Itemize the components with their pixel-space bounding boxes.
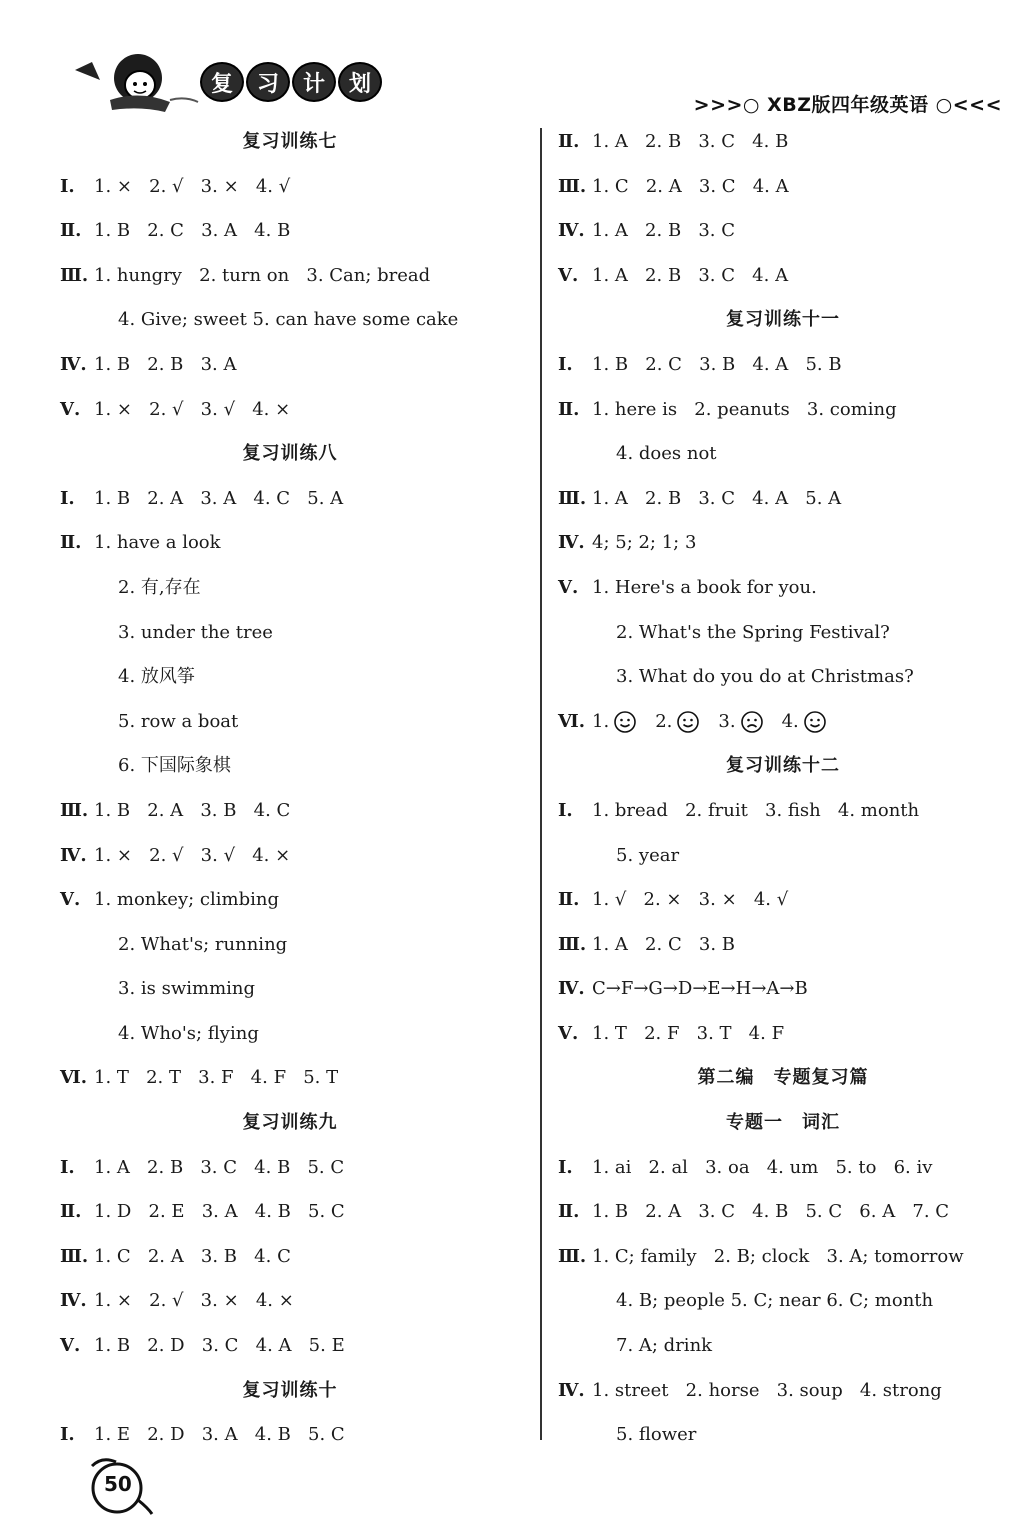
- answer-text: 1. C 2. A 3. C 4. A: [592, 175, 789, 197]
- question-number: Ⅲ.: [60, 1245, 89, 1267]
- face-label: 1.: [592, 710, 610, 732]
- answer-line: [558, 343, 1008, 388]
- answer-line: 3. under the tree: [118, 621, 273, 643]
- section-heading: 专题一 词汇: [726, 1112, 840, 1134]
- answer-line: [60, 1190, 520, 1235]
- answer-text: 1. ai 2. al 3. oa 4. um 5. to 6. iv: [592, 1156, 933, 1178]
- answer-text: 1. A 2. B 3. C 4. A: [592, 264, 789, 286]
- girl-mascot-icon: [70, 40, 200, 115]
- answer-text: C→F→G→D→E→H→A→B: [592, 978, 808, 1000]
- question-number: Ⅲ.: [558, 487, 587, 509]
- answer-line: [558, 566, 1008, 611]
- answer-line: [558, 254, 1008, 299]
- answer-text: 1. E 2. D 3. A 4. B 5. C: [94, 1424, 345, 1446]
- question-number: Ⅳ.: [558, 532, 585, 554]
- answer-line: [558, 521, 1008, 566]
- answer-line: [558, 878, 1008, 923]
- answer-line: 7. A; drink: [616, 1335, 713, 1357]
- answer-text: 1. B 2. A 3. A 4. C 5. A: [94, 487, 344, 509]
- answer-line: 6. 下国际象棋: [118, 755, 231, 777]
- answer-line: [558, 1012, 1008, 1057]
- answer-line: 5. flower: [616, 1424, 697, 1446]
- answer-text: 1. B 2. A 3. B 4. C: [94, 799, 291, 821]
- section-heading: 复习训练十一: [726, 309, 840, 331]
- answer-text: 1. bread 2. fruit 3. fish 4. month: [592, 799, 920, 821]
- question-number: Ⅳ.: [558, 978, 585, 1000]
- answer-line: 2. What's the Spring Festival?: [616, 621, 890, 643]
- answer-text: 1. street 2. horse 3. soup 4. strong: [592, 1379, 942, 1401]
- question-number: Ⅴ.: [558, 576, 579, 598]
- question-number: Ⅰ.: [60, 1156, 75, 1178]
- question-number: Ⅴ.: [60, 1335, 81, 1357]
- smiley-face-icon: [803, 710, 827, 734]
- book-series-label: >>>○ XBZ版四年级英语 ○<<<: [693, 94, 1002, 116]
- answer-text: 1. monkey; climbing: [94, 889, 279, 911]
- logo-title-char: 划: [338, 62, 382, 102]
- answer-line: [558, 1235, 1008, 1280]
- answer-line: [558, 1190, 1008, 1235]
- answer-text: 1. A 2. B 3. C: [592, 220, 736, 242]
- question-number: Ⅲ.: [60, 264, 89, 286]
- answer-text: 1. B 2. D 3. C 4. A 5. E: [94, 1335, 345, 1357]
- answer-text: 1. B 2. B 3. A: [94, 353, 237, 375]
- answer-text: 1. D 2. E 3. A 4. B 5. C: [94, 1201, 345, 1223]
- question-number: Ⅲ.: [558, 1245, 587, 1267]
- question-number: Ⅵ.: [558, 710, 585, 732]
- question-number: Ⅲ.: [558, 933, 587, 955]
- answer-text: 1. × 2. √ 3. √ 4. ×: [94, 844, 291, 866]
- section-heading: 第二编 专题复习篇: [697, 1067, 869, 1089]
- logo-title-char: 复: [200, 62, 244, 102]
- question-number: Ⅳ.: [60, 1290, 87, 1312]
- question-number: Ⅰ.: [558, 799, 573, 821]
- question-number: Ⅱ.: [60, 1201, 82, 1223]
- question-number: Ⅲ.: [60, 799, 89, 821]
- answer-text: 1. B 2. A 3. C 4. B 5. C 6. A 7. C: [592, 1201, 950, 1223]
- question-number: Ⅳ.: [60, 353, 87, 375]
- answer-line: [558, 388, 1008, 433]
- answer-line: [60, 165, 520, 210]
- question-number: Ⅱ.: [558, 131, 580, 152]
- answer-text: 1. have a look: [94, 532, 221, 554]
- logo-title: [200, 62, 382, 102]
- answer-line: 3. is swimming: [118, 978, 256, 1000]
- answer-line: [558, 1369, 1008, 1414]
- answer-text: 1. C; family 2. B; clock 3. A; tomorrow: [592, 1245, 964, 1267]
- page-number: 50: [104, 1472, 132, 1496]
- answer-line: [60, 254, 520, 299]
- answer-text: 1. A 2. B 3. C 4. B: [592, 131, 789, 152]
- face-label: 3.: [718, 710, 736, 732]
- left-column: [60, 120, 520, 1458]
- answer-text: 1. here is 2. peanuts 3. coming: [592, 398, 897, 420]
- answer-text: 1. × 2. √ 3. × 4. ×: [94, 1290, 294, 1312]
- sad-face-icon: [740, 710, 764, 734]
- answer-line: 2. What's; running: [118, 933, 288, 955]
- answer-line: 2. 有,存在: [118, 576, 201, 598]
- answer-line: 5. row a boat: [118, 710, 239, 732]
- question-number: Ⅱ.: [60, 220, 82, 242]
- answer-line: [558, 477, 1008, 522]
- answer-text: 1. × 2. √ 3. × 4. √: [94, 175, 291, 197]
- answer-text: 1. Here's a book for you.: [592, 576, 817, 598]
- answer-line: 4. Give; sweet 5. can have some cake: [118, 309, 459, 331]
- answer-text: 4; 5; 2; 1; 3: [592, 532, 697, 554]
- question-number: Ⅰ.: [558, 353, 573, 375]
- answer-line: [558, 789, 1008, 834]
- answer-text: 1. B 2. C 3. A 4. B: [94, 220, 291, 242]
- question-number: Ⅰ.: [60, 175, 75, 197]
- answer-line: [60, 1279, 520, 1324]
- answer-line: [60, 209, 520, 254]
- answer-line: [558, 923, 1008, 968]
- logo-title-char: 习: [246, 62, 290, 102]
- answer-text: 1. hungry 2. turn on 3. Can; bread: [94, 264, 431, 286]
- answer-line: 4. B; people 5. C; near 6. C; month: [616, 1290, 934, 1312]
- answer-line: [60, 1056, 520, 1101]
- face-label: 2.: [655, 710, 673, 732]
- answer-line: [60, 1324, 520, 1369]
- answer-line: [60, 343, 520, 388]
- answer-line: [558, 1146, 1008, 1191]
- answer-line: [60, 521, 520, 566]
- question-number: Ⅳ.: [558, 220, 585, 242]
- column-divider: [540, 128, 542, 1440]
- answer-line: [558, 209, 1008, 254]
- question-number: Ⅳ.: [60, 844, 87, 866]
- face-label: 4.: [781, 710, 799, 732]
- smiley-face-icon: [676, 710, 700, 734]
- question-number: Ⅱ.: [558, 1201, 580, 1223]
- question-number: Ⅴ.: [60, 398, 81, 420]
- answer-line: 5. year: [616, 844, 680, 866]
- section-heading: 复习训练九: [242, 1112, 338, 1134]
- question-number: Ⅳ.: [558, 1379, 585, 1401]
- right-column: [558, 120, 1008, 1458]
- answer-line: [60, 878, 520, 923]
- answer-line: [60, 789, 520, 834]
- question-number: Ⅵ.: [60, 1067, 87, 1089]
- smiley-face-icon: [613, 710, 637, 734]
- answer-line: [558, 120, 1008, 165]
- answer-text: 1. √ 2. × 3. × 4. √: [592, 889, 789, 911]
- question-number: Ⅰ.: [60, 1424, 75, 1446]
- question-number: Ⅴ.: [558, 264, 579, 286]
- question-number: Ⅱ.: [558, 889, 580, 911]
- page-header: [0, 0, 1022, 125]
- answer-line: [558, 967, 1008, 1012]
- section-heading: 复习训练十: [242, 1379, 338, 1401]
- answer-text: 1. × 2. √ 3. √ 4. ×: [94, 398, 291, 420]
- answer-line: [60, 477, 520, 522]
- answer-line: 4. Who's; flying: [118, 1022, 259, 1044]
- question-number: Ⅲ.: [558, 175, 587, 197]
- answer-line: [558, 165, 1008, 210]
- answer-line: 4. does not: [616, 443, 717, 465]
- answer-text: 1. C 2. A 3. B 4. C: [94, 1245, 291, 1267]
- section-heading: 复习训练十二: [726, 755, 840, 777]
- answer-line: [60, 388, 520, 433]
- question-number: Ⅰ.: [60, 487, 75, 509]
- answer-text: 1. T 2. T 3. F 4. F 5. T: [94, 1067, 339, 1089]
- answer-line: [60, 1235, 520, 1280]
- answer-line: 3. What do you do at Christmas?: [616, 666, 914, 688]
- answer-line: 4. 放风筝: [118, 666, 195, 688]
- question-number: Ⅰ.: [558, 1156, 573, 1178]
- answer-text: 1. A 2. B 3. C 4. A 5. A: [592, 487, 842, 509]
- section-heading: 复习训练八: [242, 443, 338, 465]
- question-number: Ⅱ.: [60, 532, 82, 554]
- answer-line: [60, 1146, 520, 1191]
- answer-line: [60, 834, 520, 879]
- answer-text: 1. A 2. C 3. B: [592, 933, 736, 955]
- logo-title-char: 计: [292, 62, 336, 102]
- question-number: Ⅴ.: [60, 889, 81, 911]
- question-number: Ⅴ.: [558, 1022, 579, 1044]
- answer-text: 1. A 2. B 3. C 4. B 5. C: [94, 1156, 345, 1178]
- section-heading: 复习训练七: [242, 131, 338, 152]
- answer-line-faces: [558, 700, 1008, 745]
- answer-text: 1. B 2. C 3. B 4. A 5. B: [592, 353, 842, 375]
- question-number: Ⅱ.: [558, 398, 580, 420]
- answer-text: 1. T 2. F 3. T 4. F: [592, 1022, 785, 1044]
